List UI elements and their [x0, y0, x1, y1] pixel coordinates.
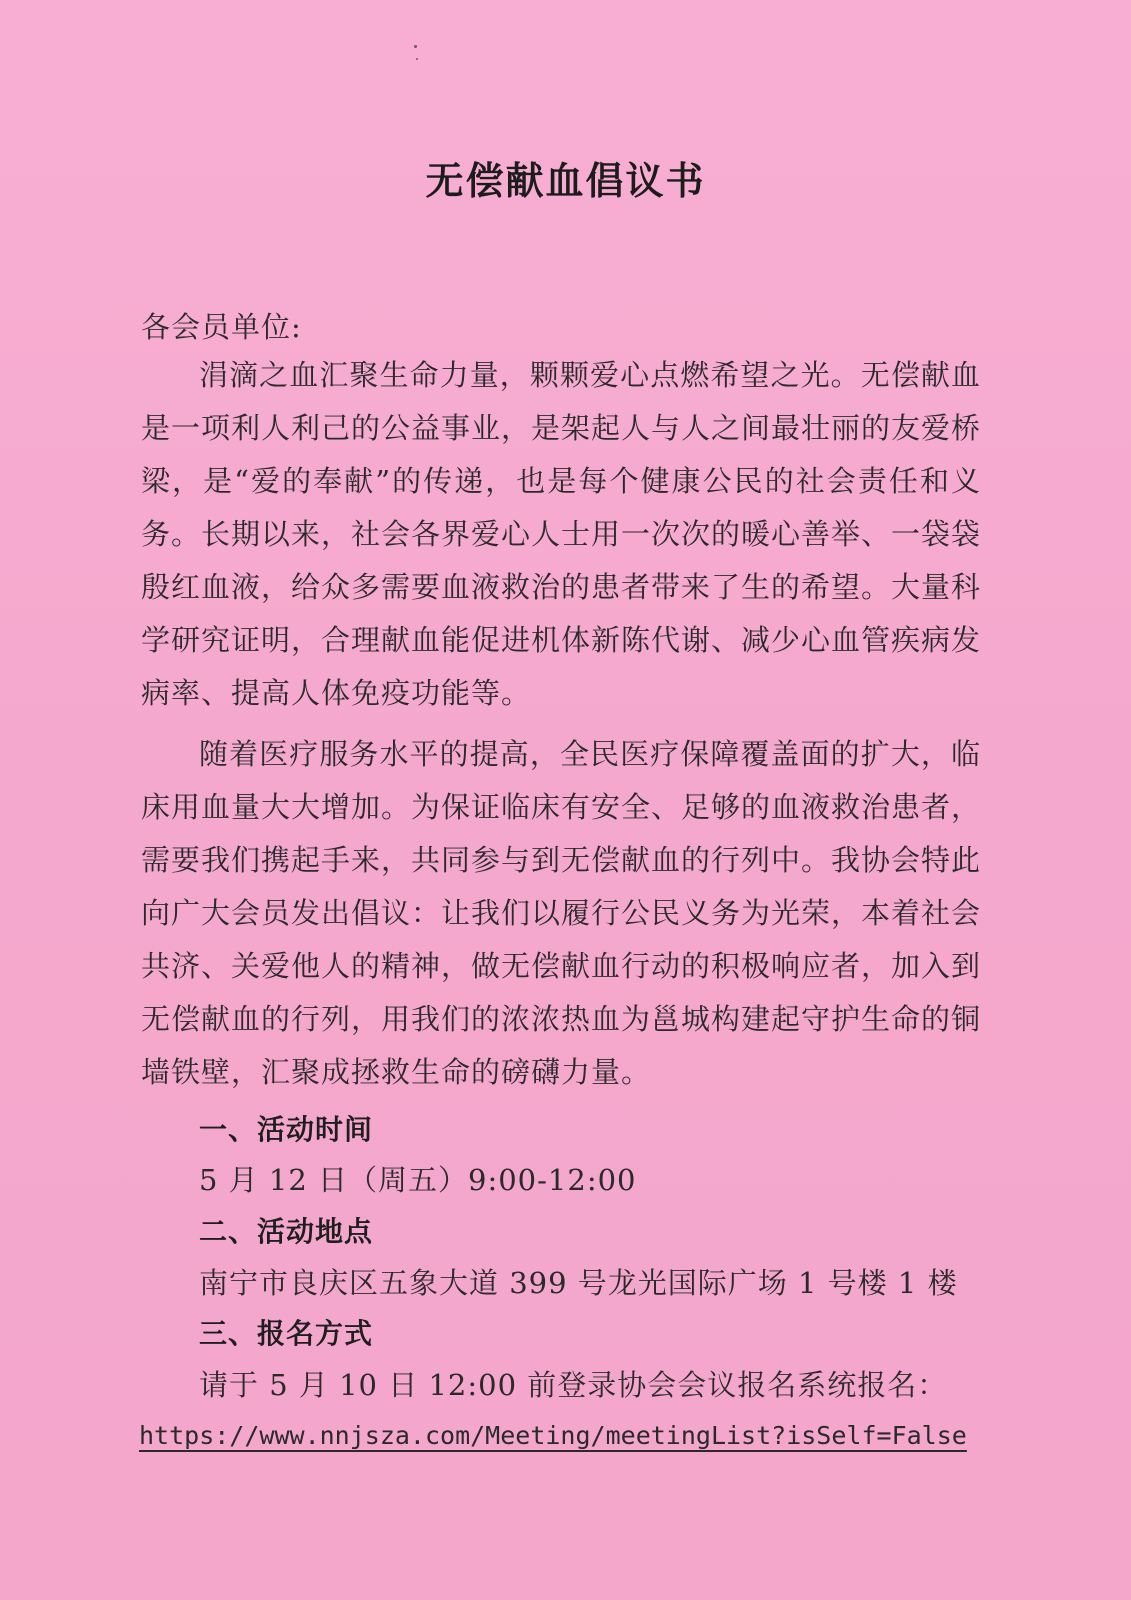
paragraph-1-line: 病率、提高人体免疫功能等。 — [141, 676, 532, 710]
paragraph-2-line: 向广大会员发出倡议：让我们以履行公民义务为光荣，本着社会 — [141, 896, 982, 930]
paragraph-2-line: 随着医疗服务水平的提高，全民医疗保障覆盖面的扩大，临 — [199, 737, 981, 771]
document-title: 无偿献血倡议书 — [425, 159, 706, 203]
section-heading-time: 一、活动时间 — [199, 1113, 374, 1146]
paragraph-2-line: 共济、关爱他人的精神，做无偿献血行动的积极响应者，加入到 — [141, 949, 982, 983]
paragraph-1-line: 涓滴之血汇聚生命力量，颗颗爱心点燃希望之光。无偿献血 — [199, 358, 981, 392]
section-text-time: 5 月 12 日（周五）9:00-12:00 — [199, 1163, 637, 1197]
scan-speck — [414, 45, 417, 48]
registration-link[interactable]: https://www.nnjsza.com/Meeting/meetingList?isSelf=False — [139, 1421, 967, 1450]
scan-speck — [416, 58, 418, 60]
section-text-registration: 请于 5 月 10 日 12:00 前登录协会会议报名系统报名： — [199, 1368, 948, 1402]
salutation: 各会员单位: — [141, 310, 302, 344]
paragraph-2-line: 需要我们携起手来，共同参与到无偿献血的行列中。我协会特此 — [141, 843, 982, 877]
paragraph-1-line: 梁，是“爱的奉献”的传递，也是每个健康公民的社会责任和义 — [141, 464, 981, 498]
paragraph-1-line: 是一项利人利己的公益事业，是架起人与人之间最壮丽的友爱桥 — [141, 411, 982, 445]
paragraph-1-line: 殷红血液，给众多需要血液救治的患者带来了生的希望。大量科 — [141, 570, 982, 604]
paragraph-1-line: 务。长期以来，社会各界爱心人士用一次次的暖心善举、一袋袋 — [141, 517, 982, 551]
paragraph-2-line: 床用血量大大增加。为保证临床有安全、足够的血液救治患者， — [141, 790, 982, 824]
paragraph-2-line: 墙铁壁，汇聚成拯救生命的磅礴力量。 — [141, 1055, 652, 1089]
section-text-location: 南宁市良庆区五象大道 399 号龙光国际广场 1 号楼 1 楼 — [199, 1266, 958, 1300]
section-heading-location: 二、活动地点 — [199, 1215, 374, 1248]
paragraph-2-line: 无偿献血的行列，用我们的浓浓热血为邕城构建起守护生命的铜 — [141, 1002, 982, 1036]
section-heading-registration: 三、报名方式 — [199, 1317, 374, 1350]
paragraph-1-line: 学研究证明，合理献血能促进机体新陈代谢、减少心血管疾病发 — [141, 623, 982, 657]
